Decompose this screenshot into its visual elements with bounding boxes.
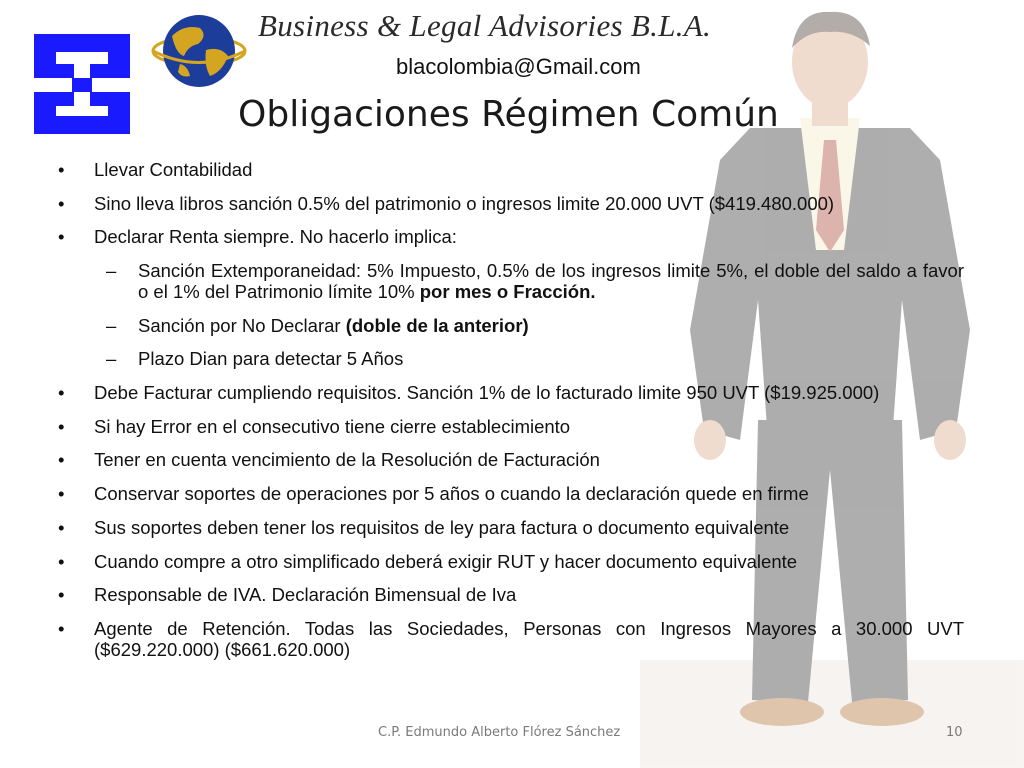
list-item xyxy=(58,619,964,660)
list-item-text: Si hay Error en el consecutivo tiene cierre establecimiento xyxy=(94,415,571,437)
list-item-text: Declarar Renta siempre. No hacerlo implica: xyxy=(94,226,457,248)
list-item-text: Tener en cuenta vencimiento de la Resolución de Facturación xyxy=(94,449,600,471)
bullet-marker: • xyxy=(58,618,65,640)
list-item xyxy=(58,194,964,215)
list-item-text: por mes o Fracción. xyxy=(419,280,596,302)
list-item-text: Conservar soportes de operaciones por 5 años o cuando la declaración quede en firme xyxy=(94,483,809,505)
bullet-marker: • xyxy=(58,584,65,606)
dash-marker: – xyxy=(106,314,117,336)
list-item-text: Debe Facturar cumpliendo requisitos. Sanción 1% de lo facturado limite 950 UVT ($19.925.000) xyxy=(94,382,880,404)
list-item xyxy=(58,552,964,573)
sub-list-item xyxy=(58,316,964,337)
list-item xyxy=(58,585,964,606)
list-item xyxy=(58,383,964,404)
bullet-list xyxy=(58,160,964,674)
list-item xyxy=(58,518,964,539)
list-item xyxy=(58,450,964,471)
footer xyxy=(0,725,1024,745)
list-item-text: Agente de Retención. Todas las Sociedades, Personas con Ingresos Mayores a 30.000 UVT ($629.220.000) ($661.620.000) xyxy=(94,618,964,660)
dash-marker: – xyxy=(106,260,117,282)
list-item-text: Sus soportes deben tener los requisitos de ley para factura o documento equivalente xyxy=(94,516,790,538)
bullet-marker: • xyxy=(58,516,65,538)
bullet-marker: • xyxy=(58,483,65,505)
list-item-text: (doble de la anterior) xyxy=(345,314,529,336)
bullet-marker: • xyxy=(58,449,65,471)
footer-author: C.P. Edmundo Alberto Flórez Sánchez xyxy=(378,725,621,740)
bullet-marker: • xyxy=(58,550,65,572)
sub-list-item xyxy=(58,349,964,370)
list-item xyxy=(58,417,964,438)
bullet-marker: • xyxy=(58,159,65,180)
brand-name: Business & Legal Advisories B.L.A. xyxy=(258,8,712,43)
contact-email: blacolombia@Gmail.com xyxy=(396,54,641,79)
sub-list-item xyxy=(58,261,964,302)
bullet-marker: • xyxy=(58,415,65,437)
globe-icon xyxy=(150,6,248,96)
list-item-text: Cuando compre a otro simplificado deberá exigir RUT y hacer documento equivalente xyxy=(94,550,798,572)
list-item-text: Sino lleva libros sanción 0.5% del patrimonio o ingresos limite 20.000 UVT ($419.480.000) xyxy=(94,192,835,214)
page-number: 10 xyxy=(946,725,963,740)
bullet-marker: • xyxy=(58,382,65,404)
bullet-marker: • xyxy=(58,226,65,248)
list-item-text: Sanción Extemporaneidad: 5% Impuesto, 0.5% de los ingresos limite 5%, el doble del saldo a favor o el 1% del Patrimonio límite 10% xyxy=(138,260,964,302)
list-item xyxy=(58,160,964,181)
list-item xyxy=(58,484,964,505)
list-item-text: Llevar Contabilidad xyxy=(94,159,253,180)
bullet-marker: • xyxy=(58,192,65,214)
list-item-text: Sanción por No Declarar xyxy=(138,314,346,336)
list-item xyxy=(58,227,964,248)
bla-logo-icon xyxy=(34,34,130,134)
dash-marker: – xyxy=(106,348,117,370)
list-item-text: Plazo Dian para detectar 5 Años xyxy=(138,348,404,370)
slide-title: Obligaciones Régimen Común xyxy=(238,94,779,135)
list-item-text: Responsable de IVA. Declaración Bimensual de Iva xyxy=(94,584,517,606)
